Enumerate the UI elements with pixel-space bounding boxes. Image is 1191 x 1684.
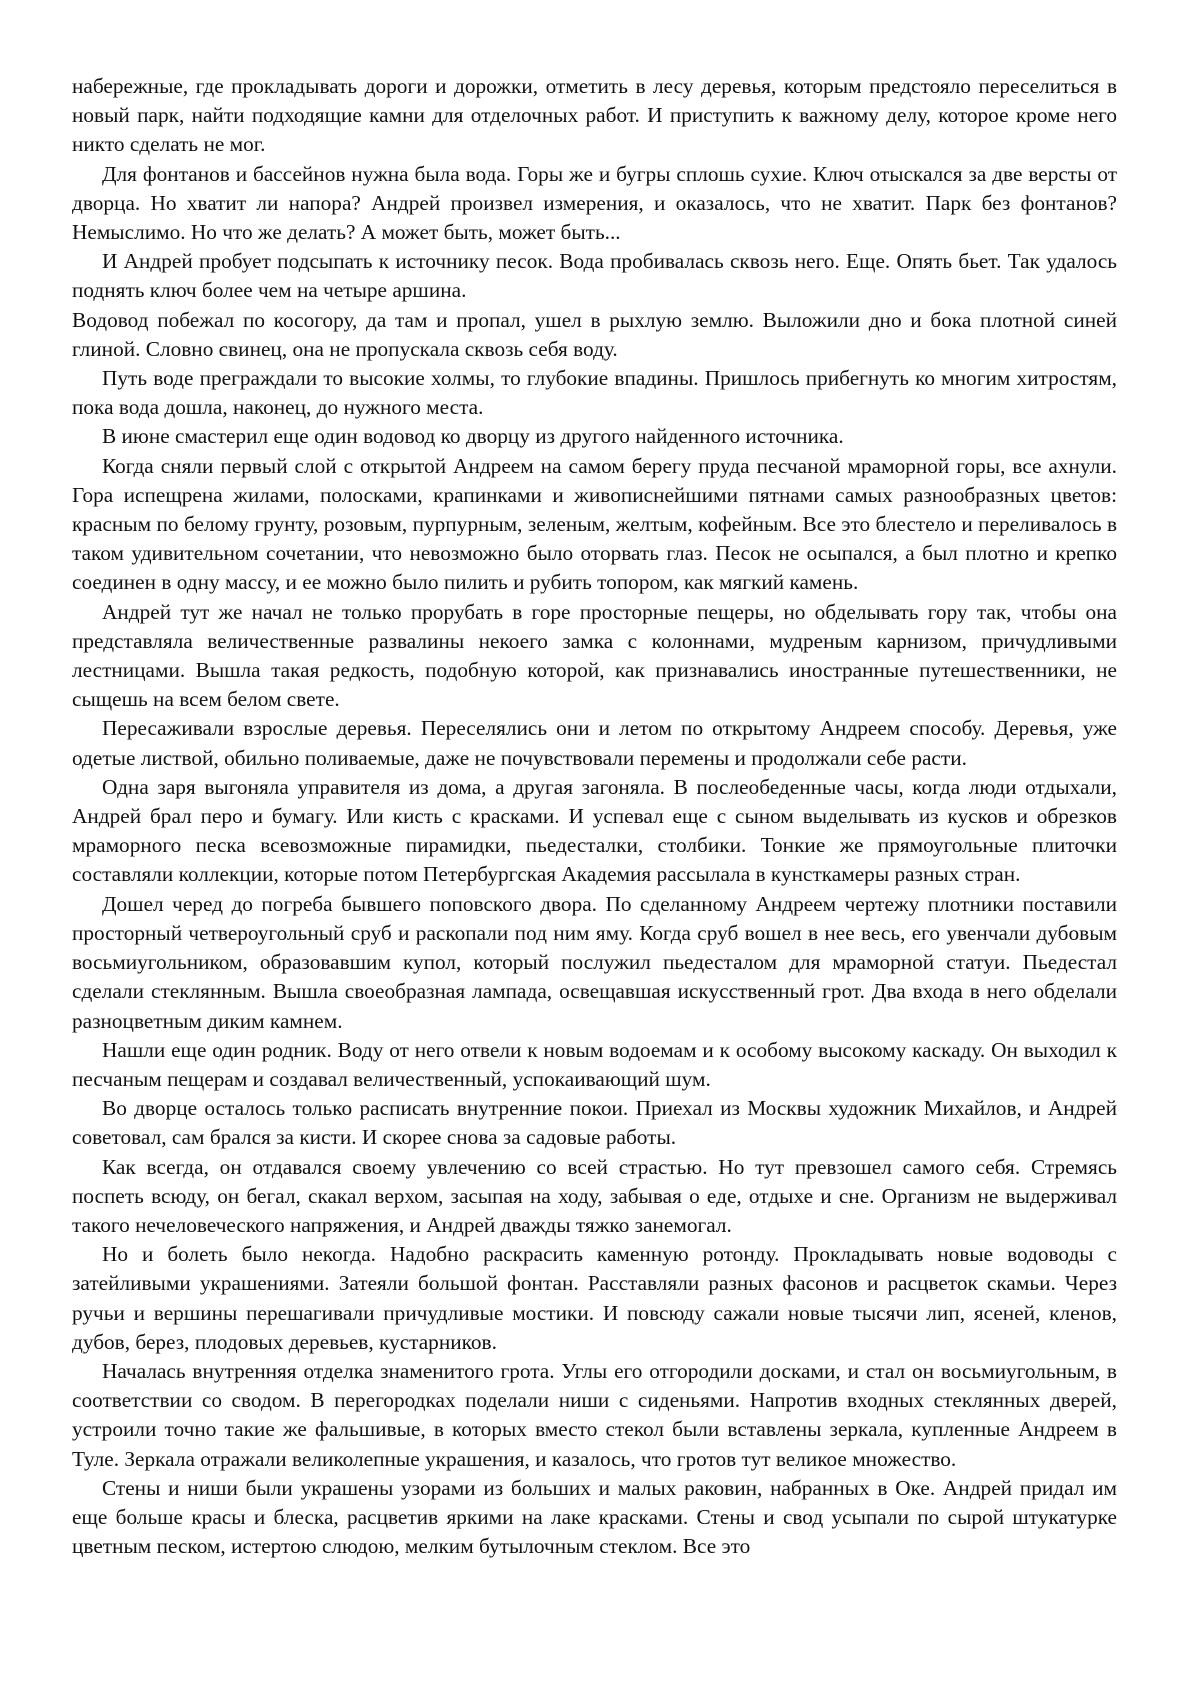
paragraph: Дошел черед до погреба бывшего поповского двора. По сделанному Андреем чертежу плотники поставили просторный четвероугольный сруб и раскопали под ним яму. Когда сруб вошел в нее весь, его увенчали дубовым восьмиугольником, образовавшим купол, который послужил пьедесталом для мраморной статуи. Пьедестал сделали стеклянным. Вышла своеобразная лампада, освещавшая искусственный грот. Два входа в него обделали разноцветным диким камнем. [72,891,1117,1033]
paragraph: Андрей тут же начал не только прорубать в горе просторные пещеры, но обделывать гору так, чтобы она представляла величественные развалины некоего замка с колоннами, мудреным карнизом, причудливыми лестницами. Вышла такая редкость, подобную которой, как признавались иностранные путешественники, не сыщешь на всем белом свете. [72,599,1117,712]
document-page [72,72,1117,1561]
paragraph: И Андрей пробует подсыпать к источнику песок. Вода пробивалась сквозь него. Еще. Опять бьет. Так удалось поднять ключ более чем на четыре аршина. [72,249,1117,303]
paragraph: Водовод побежал по косогору, да там и пропал, ушел в рыхлую землю. Выложили дно и бока плотной синей глиной. Словно свинец, она не пропускала сквозь себя воду. [72,307,1117,361]
paragraph: Одна заря выгоняла управителя из дома, а другая загоняла. В послеобеденные часы, когда люди отдыхали, Андрей брал перо и бумагу. Или кисть с красками. И успевал еще с сыном выделывать из кусков и обрезков мраморного песка всевозможные пирамидки, пьедесталки, столбики. Тонкие же прямоугольные плиточки составляли коллекции, которые потом Петербургская Академия рассылала в кунсткамеры разных стран. [72,774,1117,887]
paragraph: Пересаживали взрослые деревья. Переселялись они и летом по открытому Андреем способу. Деревья, уже одетые листвой, обильно поливаемые, даже не почувствовали перемены и продолжали себе расти. [72,716,1117,770]
paragraph: Нашли еще один родник. Воду от него отвели к новым водоемам и к особому высокому каскаду. Он выходил к песчаным пещерам и создавал величественный, успокаивающий шум. [72,1037,1117,1091]
paragraph: набережные, где прокладывать дороги и дорожки, отметить в лесу деревья, которым предстояло переселиться в новый парк, найти подходящие камни для отделочных работ. И приступить к важному делу, которое кроме него никто сделать не мог. [72,74,1117,157]
paragraph: Во дворце осталось только расписать внутренние покои. Приехал из Москвы художник Михайлов, и Андрей советовал, сам брался за кисти. И скорее снова за садовые работы. [72,1096,1117,1150]
paragraph: Началась внутренняя отделка знаменитого грота. Углы его отгородили досками, и стал он восьмиугольным, в соответствии со сводом. В перегородках поделали ниши с сиденьями. Напротив входных стеклянных дверей, устроили точно такие же фальшивые, в которых вместо стекол были вставлены зеркала, купленные Андреем в Туле. Зеркала отражали великолепные украшения, и казалось, что гротов тут великое множество. [72,1358,1117,1471]
paragraph: Путь воде преграждали то высокие холмы, то глубокие впадины. Пришлось прибегнуть ко многим хитростям, пока вода дошла, наконец, до нужного места. [72,366,1117,420]
paragraph: Стены и ниши были украшены узорами из больших и малых раковин, набранных в Оке. Андрей придал им еще больше красы и блеска, расцветив яркими на лаке красками. Стены и свод усыпали по сырой штукатурке цветным песком, истертою слюдою, мелким бутылочным стеклом. Все это [72,1475,1117,1559]
paragraph: Для фонтанов и бассейнов нужна была вода. Горы же и бугры сплошь сухие. Ключ отыскался за две версты от дворца. Но хватит ли напора? Андрей произвел измерения, и оказалось, что не хватит. Парк без фонтанов? Немыслимо. Но что же делать? А может быть, может быть... [72,161,1117,245]
paragraph: Как всегда, он отдавался своему увлечению со всей страстью. Но тут превзошел самого себя. Стремясь поспеть всюду, он бегал, скакал верхом, засыпая на ходу, забывая о еде, отдыхе и сне. Организм не выдерживал такого нечеловеческого напряжения, и Андрей дважды тяжко занемогал. [72,1154,1117,1237]
paragraph: В июне смастерил еще один водовод ко дворцу из другого найденного источника. [102,424,844,449]
paragraph: Когда сняли первый слой с открытой Андреем на самом берегу пруда песчаной мраморной горы, все ахнули. Гора испещрена жилами, полосками, крапинками и живописнейшими пятнами самых разнообразных цветов: красным по белому грунту, розовым, пурпурным, зеленым, желтым, кофейным. Все это блестело и переливалось в таком удивительном сочетании, что невозможно было оторвать глаз. Песок не осыпался, а был плотно и крепко соединен в одну массу, и ее можно было пилить и рубить топором, как мягкий камень. [72,453,1117,595]
paragraph: Но и болеть было некогда. Надобно раскрасить каменную ротонду. Прокладывать новые водоводы с затейливыми украшениями. Затеяли большой фонтан. Расставляли разных фасонов и расцветок скамьи. Через ручьи и вершины перешагивали причудливые мостики. И повсюду сажали новые тысячи лип, ясеней, кленов, дубов, берез, плодовых деревьев, кустарников. [72,1242,1117,1354]
